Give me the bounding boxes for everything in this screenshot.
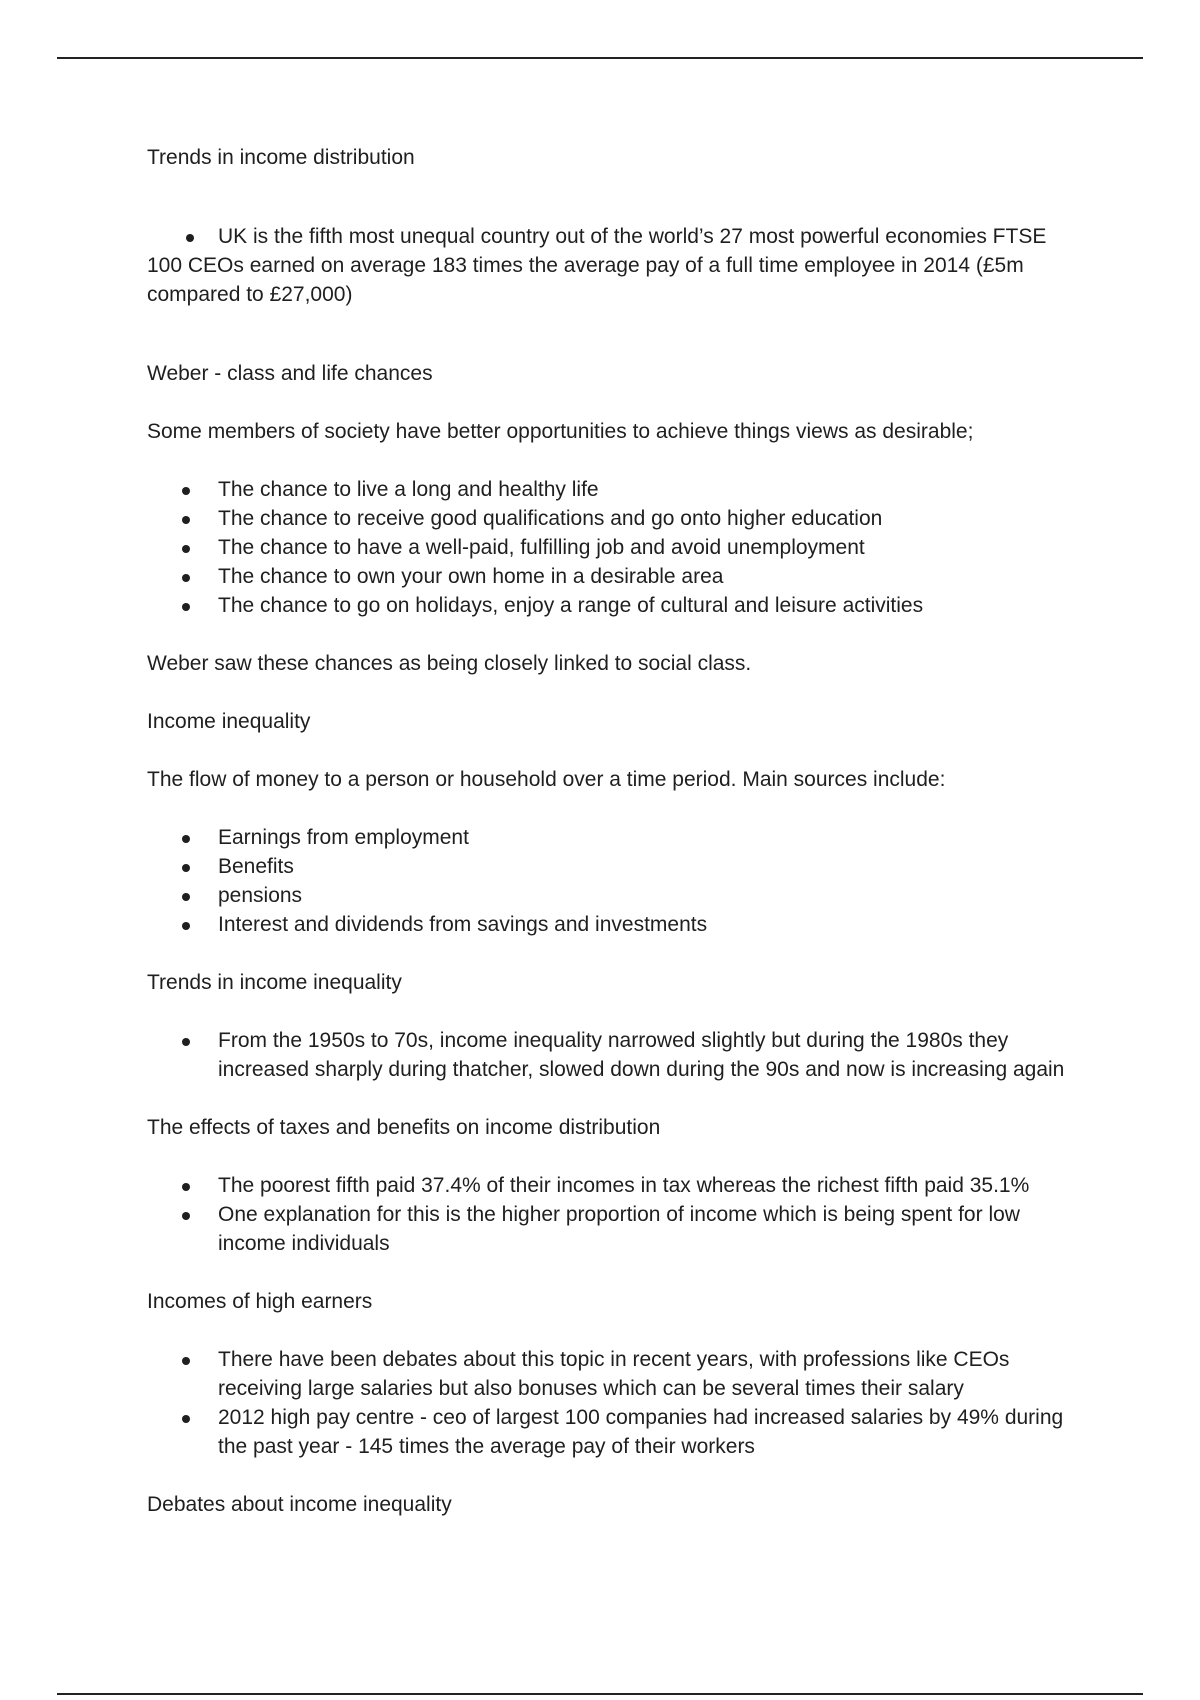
heading-taxes-benefits: The effects of taxes and benefits on income distribution bbox=[147, 1116, 661, 1139]
high-earners-list bbox=[147, 1345, 1067, 1461]
list-item bbox=[218, 1026, 1067, 1084]
list-item-text: Earnings from employment bbox=[218, 826, 469, 849]
list-item bbox=[218, 1171, 1067, 1200]
list-item bbox=[218, 504, 1067, 533]
list-item-text: The chance to go on holidays, enjoy a range of cultural and leisure activities bbox=[218, 594, 924, 617]
heading-trends-income-inequality: Trends in income inequality bbox=[147, 971, 402, 994]
bullet-dot-icon bbox=[182, 1212, 190, 1220]
list-item bbox=[218, 533, 1067, 562]
list-item-text: The poorest fifth paid 37.4% of their incomes in tax whereas the richest fifth paid 35.1% bbox=[218, 1174, 1030, 1197]
list-item-text: The chance to receive good qualifications and go onto higher education bbox=[218, 507, 883, 530]
bullet-dot-icon bbox=[182, 835, 190, 843]
bullet-dot-icon bbox=[182, 864, 190, 872]
heading-income-inequality: Income inequality bbox=[147, 710, 311, 733]
document-body bbox=[147, 143, 1067, 1519]
bullet-dot-icon bbox=[182, 574, 190, 582]
weber-closing: Weber saw these chances as being closely linked to social class. bbox=[147, 652, 752, 675]
income-intro: The flow of money to a person or household over a time period. Main sources include: bbox=[147, 768, 946, 791]
bullet-dot-icon bbox=[182, 1038, 190, 1046]
list-item-text: There have been debates about this topic in recent years, with professions like CEOs receiving large salaries but also bonuses which can be several times their salary bbox=[218, 1348, 1010, 1400]
list-item bbox=[218, 1403, 1067, 1461]
list-item-text: pensions bbox=[218, 884, 303, 907]
bullet-dot-icon bbox=[182, 487, 190, 495]
list-item bbox=[218, 1345, 1067, 1403]
bullet-dot-icon bbox=[182, 1357, 190, 1365]
bullet-dot-icon bbox=[182, 1183, 190, 1191]
list-item bbox=[218, 881, 1067, 910]
list-item bbox=[218, 910, 1067, 939]
heading-debates: Debates about income inequality bbox=[147, 1493, 452, 1516]
list-item-text: The chance to live a long and healthy life bbox=[218, 478, 599, 501]
bottom-rule bbox=[57, 1693, 1143, 1695]
list-item bbox=[218, 852, 1067, 881]
bullet-text: UK is the fifth most unequal country out of the world’s 27 most powerful economies FTSE 100 CEOs earned on average 183 times the average pay of a full time employee in 2014 (£5m compared to £27,000) bbox=[147, 225, 1047, 306]
bullet-dot-icon bbox=[182, 516, 190, 524]
list-item-text: From the 1950s to 70s, income inequality narrowed slightly but during the 1980s they increased sharply during thatcher, slowed down during the 90s and now is increasing again bbox=[218, 1029, 1065, 1081]
trends-list bbox=[147, 1026, 1067, 1084]
heading-weber-life-chances: Weber - class and life chances bbox=[147, 362, 433, 385]
bullet-dot-icon bbox=[182, 922, 190, 930]
list-item-text: The chance to own your own home in a desirable area bbox=[218, 565, 724, 588]
list-item bbox=[218, 823, 1067, 852]
bullet-dot-icon bbox=[182, 603, 190, 611]
bullet-dot-icon bbox=[182, 545, 190, 553]
list-item-text: One explanation for this is the higher proportion of income which is being spent for low income individuals bbox=[218, 1203, 1020, 1255]
list-item bbox=[218, 475, 1067, 504]
taxes-list bbox=[147, 1171, 1067, 1258]
bullet-uk-unequal bbox=[147, 222, 1067, 309]
list-item bbox=[218, 591, 1067, 620]
list-item-text: Interest and dividends from savings and investments bbox=[218, 913, 708, 936]
bullet-dot-icon bbox=[182, 893, 190, 901]
weber-intro: Some members of society have better opportunities to achieve things views as desirable; bbox=[147, 420, 974, 443]
list-item-text: The chance to have a well-paid, fulfilling job and avoid unemployment bbox=[218, 536, 865, 559]
heading-high-earners: Incomes of high earners bbox=[147, 1290, 373, 1313]
income-sources-list bbox=[147, 823, 1067, 939]
bullet-dot-icon bbox=[182, 1415, 190, 1423]
top-rule bbox=[57, 57, 1143, 59]
bullet-dot-icon bbox=[186, 234, 194, 242]
list-item bbox=[218, 1200, 1067, 1258]
life-chances-list bbox=[147, 475, 1067, 620]
list-item bbox=[218, 562, 1067, 591]
heading-trends-income-distribution: Trends in income distribution bbox=[147, 146, 415, 169]
list-item-text: Benefits bbox=[218, 855, 294, 878]
list-item-text: 2012 high pay centre - ceo of largest 100 companies had increased salaries by 49% during the past year - 145 times the average pay of their workers bbox=[218, 1406, 1064, 1458]
